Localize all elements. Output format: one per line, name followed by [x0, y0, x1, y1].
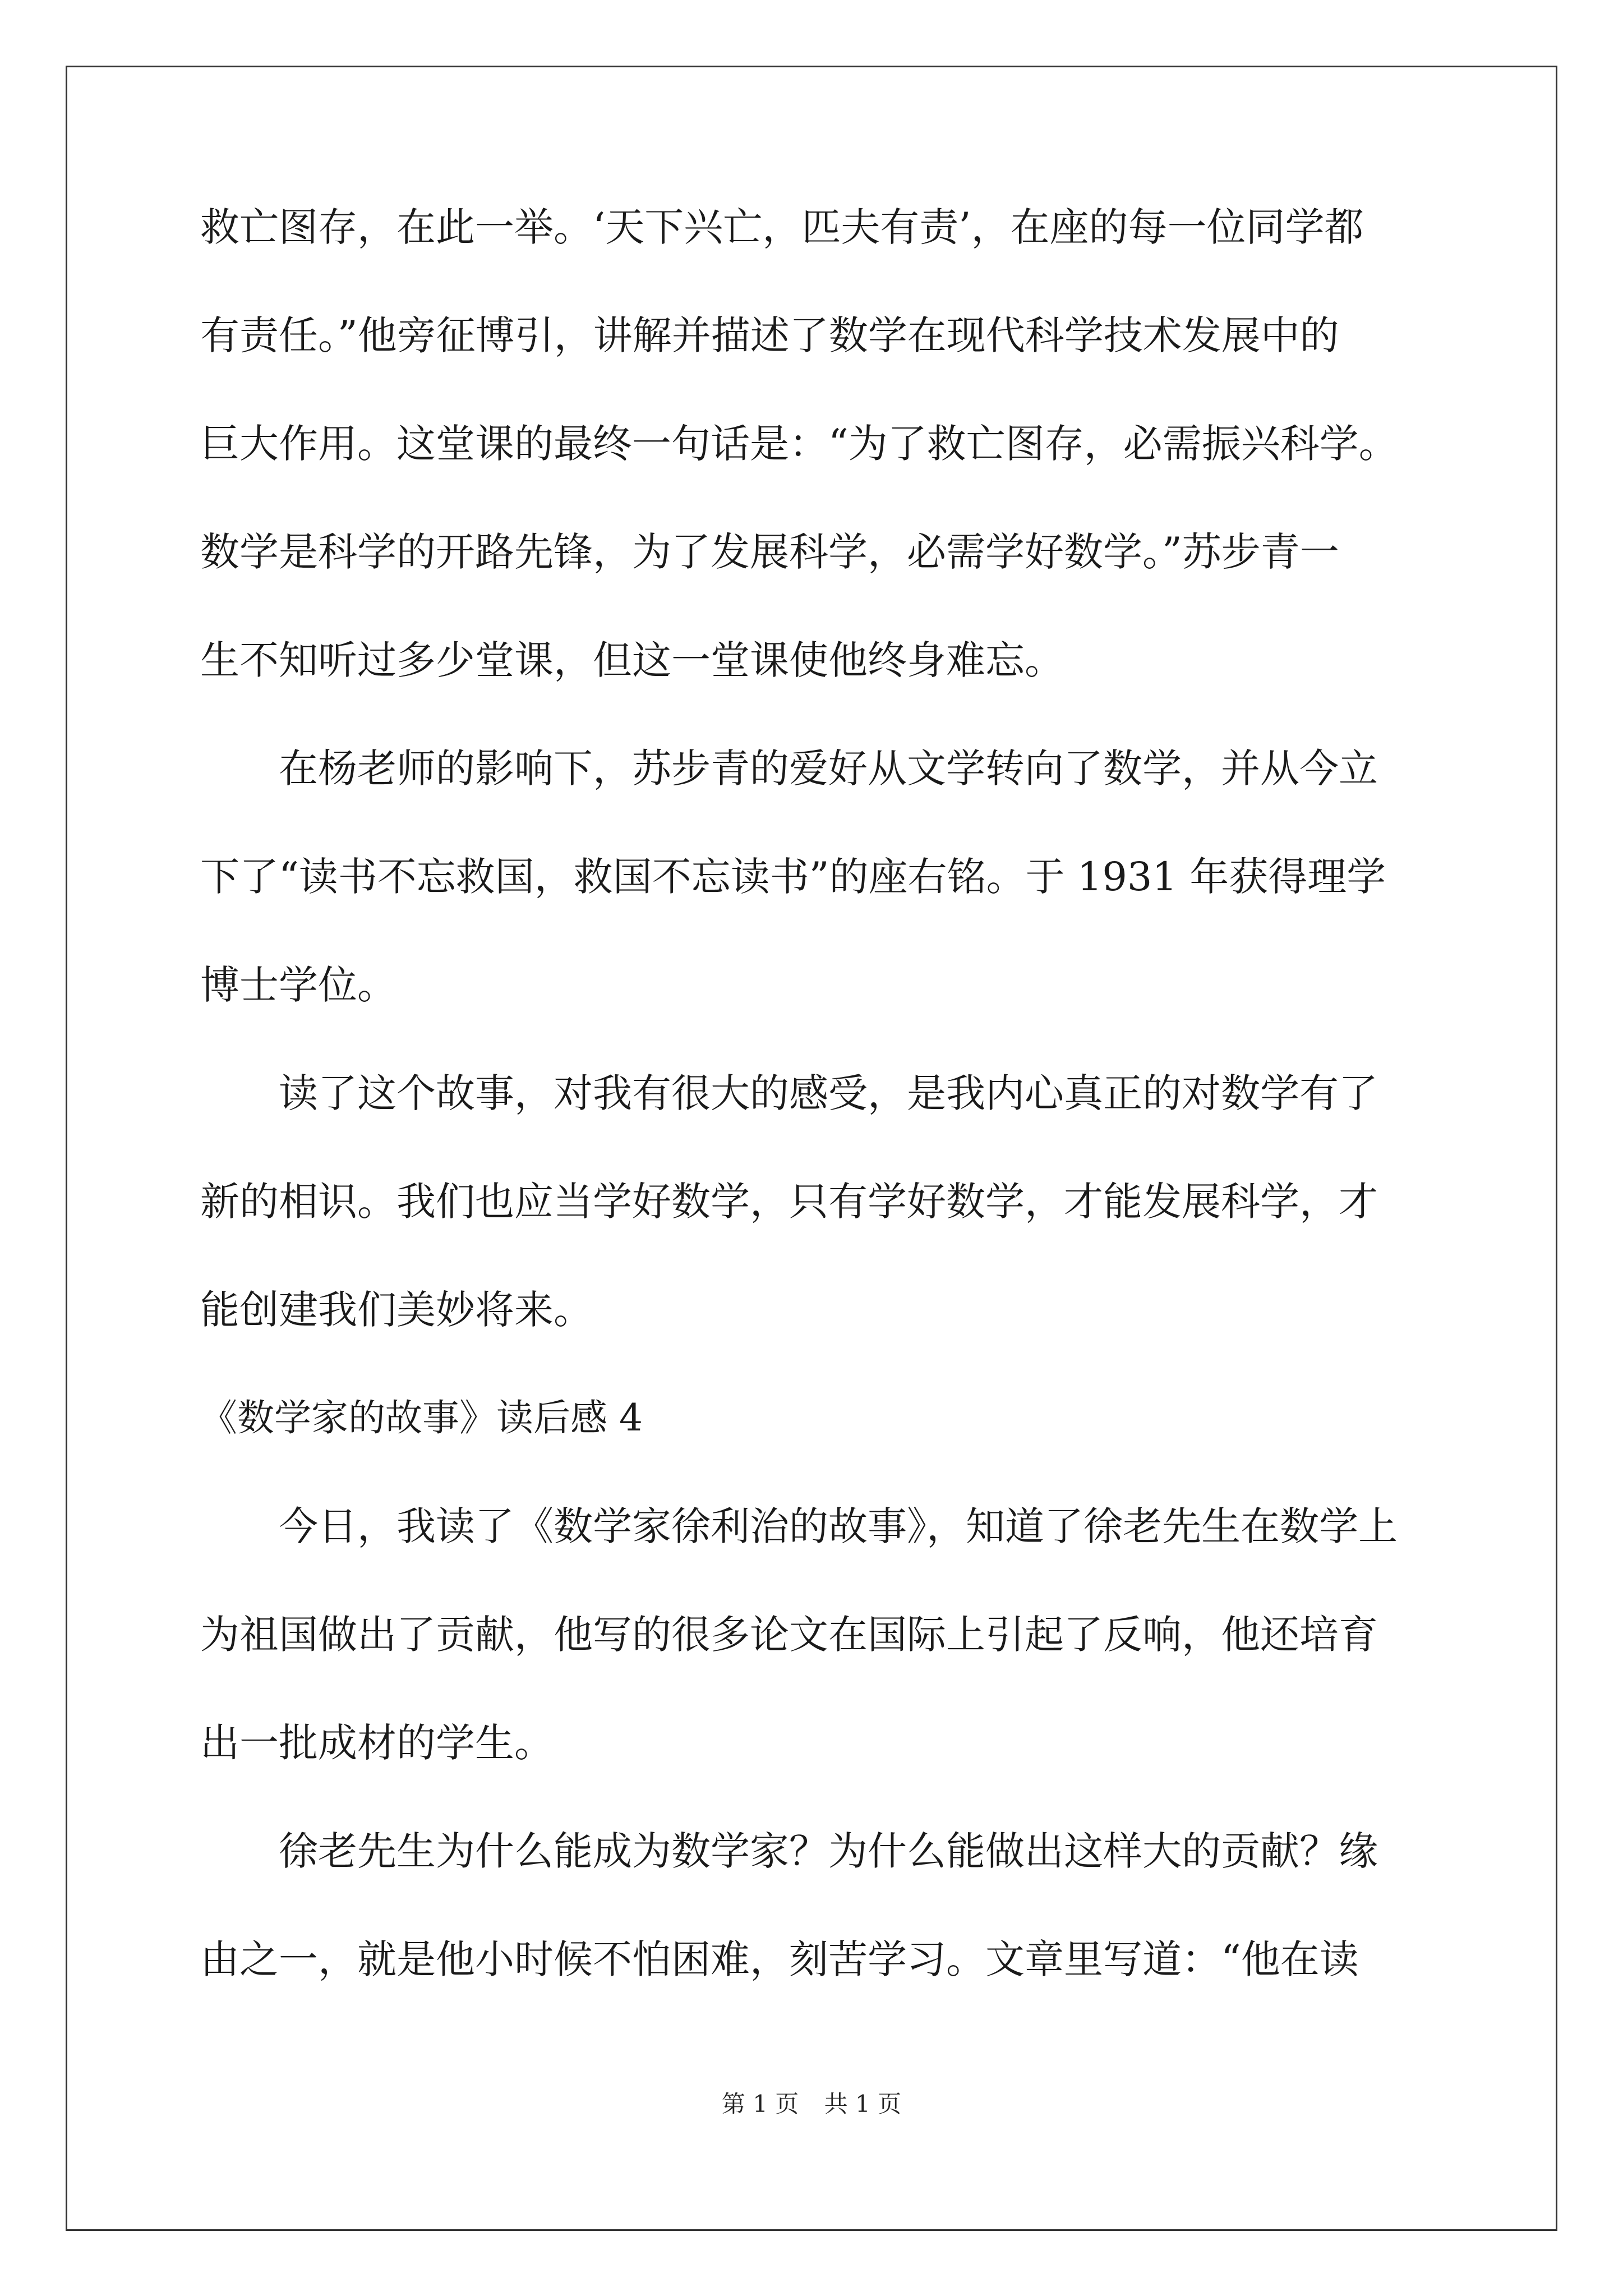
text-line: 博士学位。: [200, 962, 396, 1008]
text-line: 能创建我们美妙将来。: [200, 1287, 593, 1333]
text-line: 下了“读书不忘救国，救国不忘读书”的座右铭。于 1931 年获得理学: [200, 854, 1386, 900]
paragraph-first-line: 今日，我读了《数学家徐利治的故事》，知道了徐老先生在数学上: [279, 1503, 1398, 1549]
text-line: 新的相识。我们也应当学好数学，只有学好数学，才能发展科学，才: [200, 1179, 1378, 1225]
text-line: 巨大作用。这堂课的最终一句话是：“为了救亡图存，必需振兴科学。: [200, 421, 1398, 467]
text-line: 生不知听过多少堂课，但这一堂课使他终身难忘。: [200, 637, 1064, 683]
paragraph-first-line: 在杨老师的影响下，苏步青的爱好从文学转向了数学，并从今立: [279, 746, 1378, 792]
page-footer: [0, 2092, 1623, 2116]
section-heading: 《数学家的故事》读后感 4: [200, 1396, 643, 1439]
document-body: [200, 204, 1451, 2048]
paragraph-first-line: 徐老先生为什么能成为数学家？为什么能做出这样大的贡献？缘: [279, 1828, 1378, 1874]
text-line: 数学是科学的开路先锋，为了发展科学，必需学好数学。”苏步青一: [200, 529, 1339, 575]
text-line: 救亡图存，在此一举。‘天下兴亡，匹夫有责’，在座的每一位同学都: [200, 204, 1364, 250]
text-line: 有责任。”他旁征博引，讲解并描述了数学在现代科学技术发展中的: [200, 312, 1339, 358]
text-line: 出一批成材的学生。: [200, 1720, 554, 1766]
text-line: 为祖国做出了贡献，他写的很多论文在国际上引起了反响，他还培育: [200, 1612, 1378, 1658]
paragraph-first-line: 读了这个故事，对我有很大的感受，是我内心真正的对数学有了: [279, 1070, 1378, 1116]
page-total: 共 1 页: [824, 2090, 902, 2118]
text-line: 由之一，就是他小时候不怕困难，刻苦学习。文章里写道：“他在读: [200, 1936, 1359, 1982]
page-number: 第 1 页: [721, 2090, 799, 2118]
